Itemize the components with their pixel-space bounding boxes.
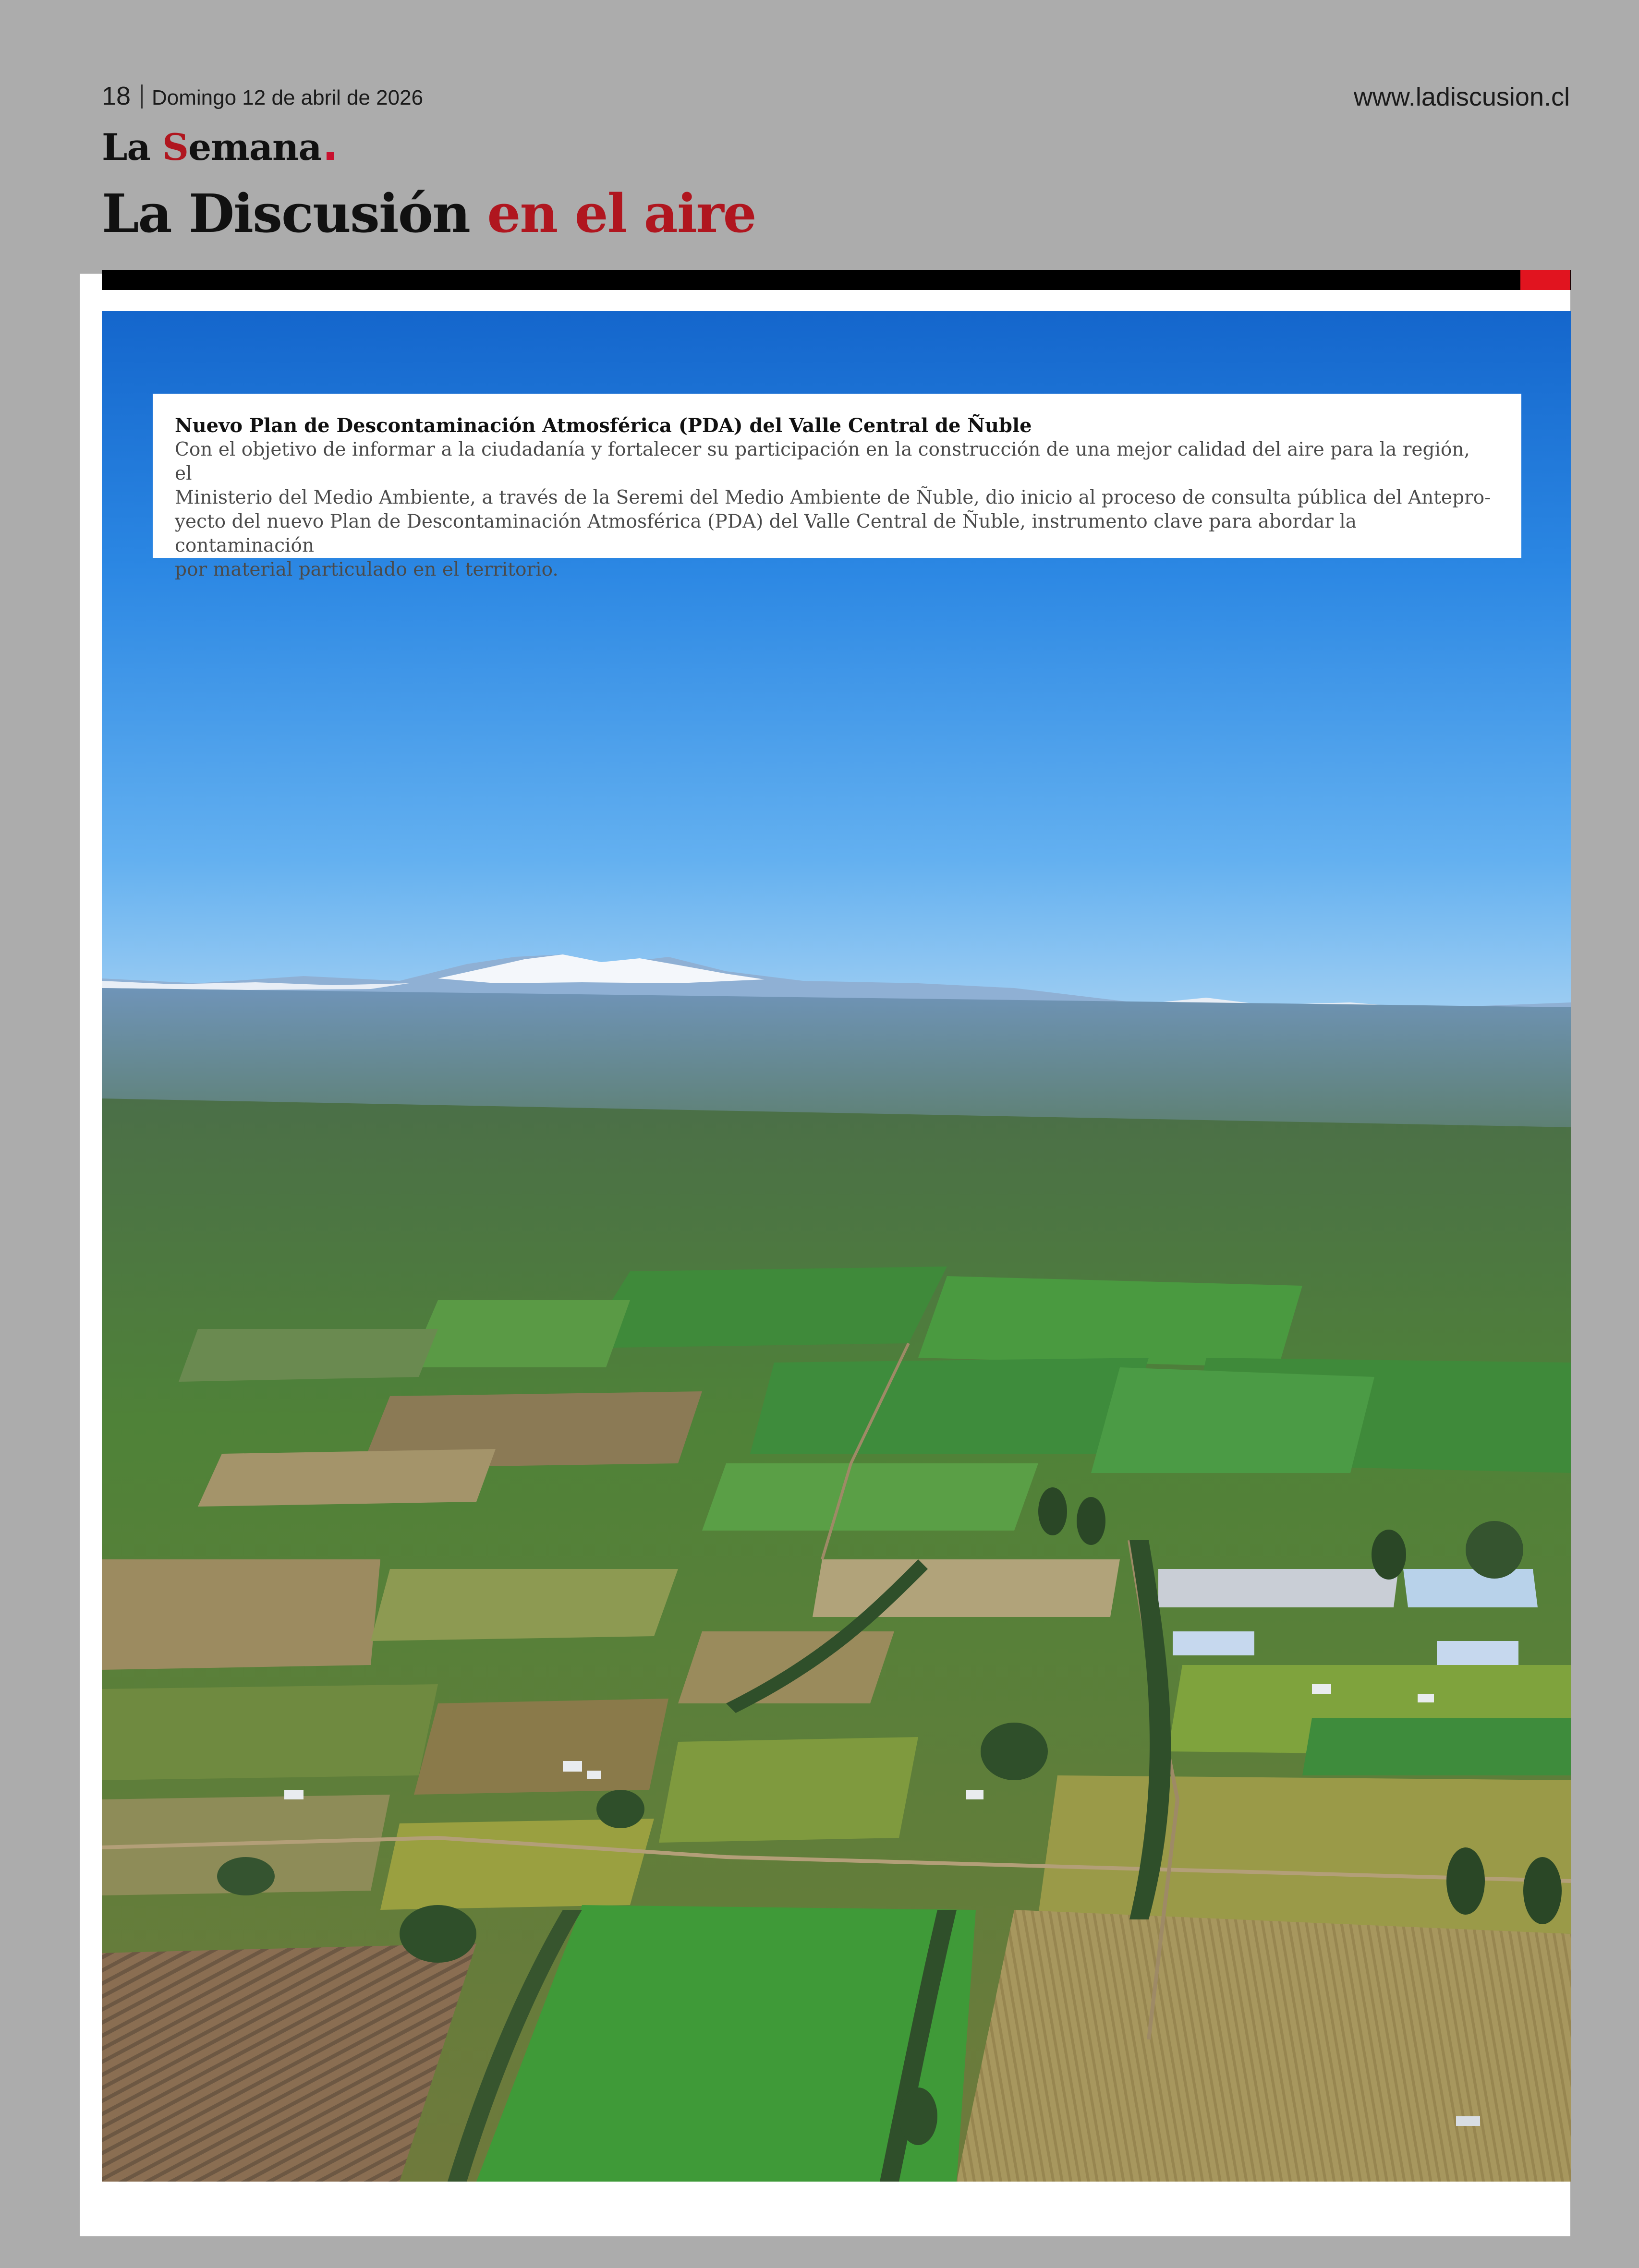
caption-body [175,438,1493,582]
issue-date: Domingo 12 de abril de 2026 [152,86,424,109]
page-number: 18 [102,82,131,110]
photo-caption [153,394,1521,580]
caption-line: yecto del nuevo Plan de Descontaminación Atmosférica (PDA) del Valle Central de Ñuble, instrumento clave para abordar la contaminación [175,511,1357,556]
aerial-photo [102,311,1571,2182]
caption-line: Ministerio del Medio Ambiente, a través de la Seremi del Medio Ambiente de Ñuble, dio inicio al proceso de consulta pública del Antepro- [175,487,1491,508]
page-headline [102,182,756,245]
header-rule-accent [1520,270,1570,290]
headline-accent: en el aire [487,182,756,244]
section-initial: S [162,126,189,169]
header-rule [102,270,1571,290]
caption-title: Nuevo Plan de Descontaminación Atmosférica (PDA) del Valle Central de Ñuble [175,414,1032,437]
headline-main: La Discusión [102,182,470,244]
section-rest: emana [188,126,322,169]
header-divider [141,84,143,109]
caption-line: Con el objetivo de informar a la ciudadanía y fortalecer su participación en la construcción de una mejor calidad del aire para la región, el [175,439,1470,484]
section-logo [102,126,334,169]
section-prefix: La [102,126,150,169]
website-url[interactable]: www.ladiscusion.cl [1353,83,1570,111]
caption-line: por material particulado en el territorio. [175,559,558,580]
section-dot [327,152,334,160]
